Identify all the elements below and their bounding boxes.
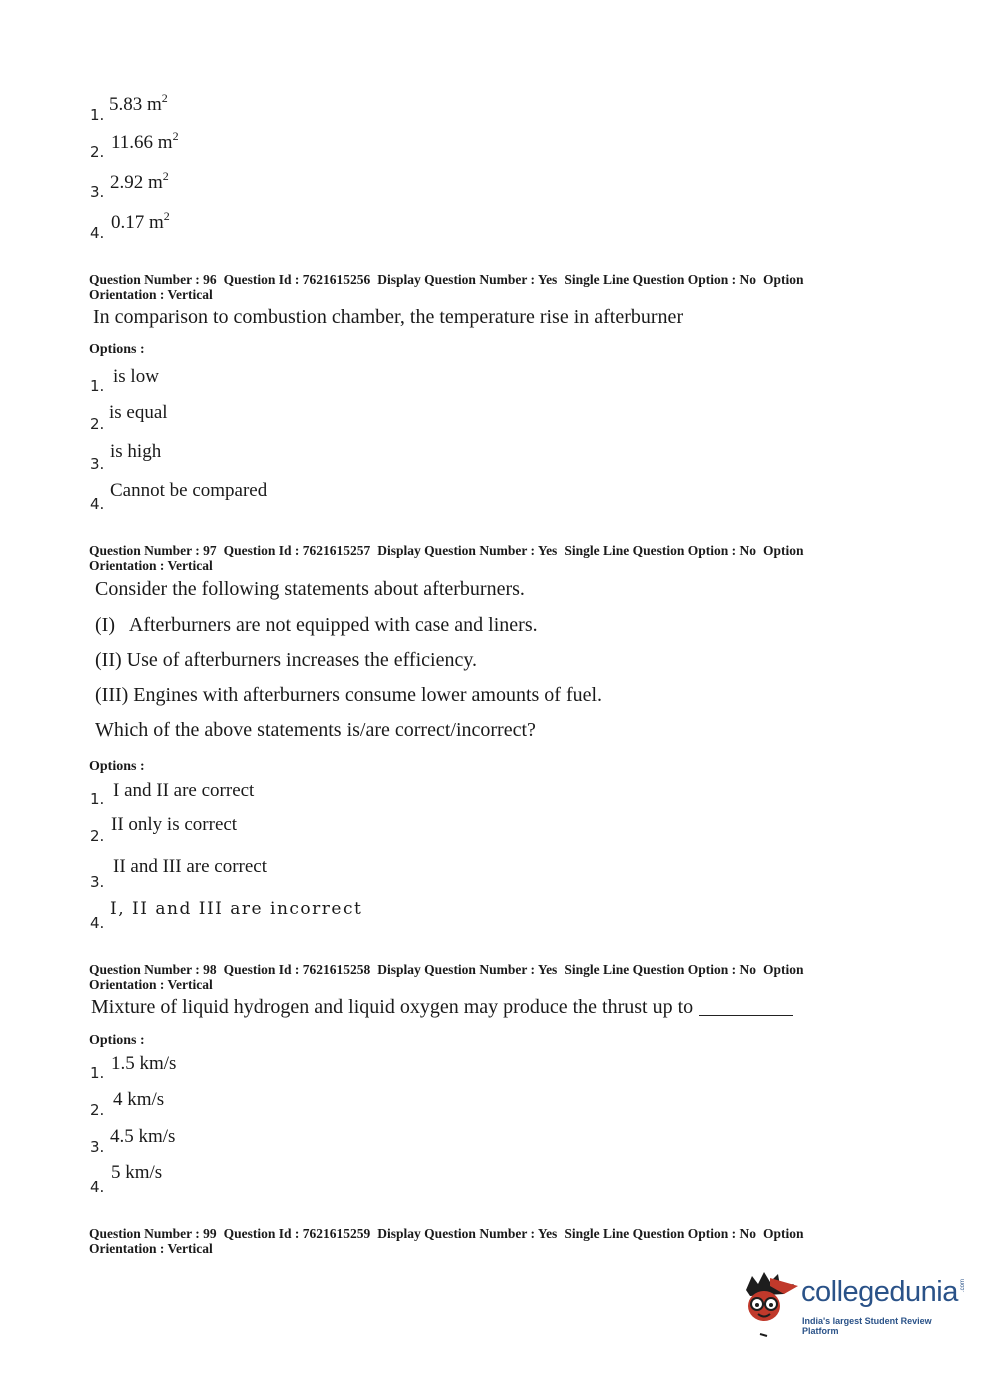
answer-blank — [699, 1015, 793, 1016]
option-number: 2. — [90, 143, 105, 161]
mascot-icon — [740, 1268, 800, 1340]
collegedunia-logo[interactable] — [740, 1268, 970, 1340]
statement-3: (III) Engines with afterburners consume lower amounts of fuel. — [95, 684, 603, 706]
option-text: is high — [110, 441, 162, 462]
option-number: 1. — [90, 377, 105, 395]
options-label: Options : — [89, 342, 145, 357]
brand-suffix: .com — [960, 1278, 966, 1292]
option-number: 1. — [90, 1064, 105, 1082]
option-number: 4. — [90, 914, 105, 932]
statement-2: (II) Use of afterburners increases the efficiency. — [95, 649, 478, 671]
option-number: 2. — [90, 1101, 105, 1119]
brand-tagline: India's largest Student Review Platform — [802, 1316, 932, 1336]
option-number: 3. — [90, 455, 105, 473]
option-text: is low — [113, 366, 159, 387]
question-text: Mixture of liquid hydrogen and liquid oxygen may produce the thrust up to — [91, 996, 793, 1019]
option-number: 2. — [90, 415, 105, 433]
option-text: is equal — [109, 402, 168, 423]
question-text: Which of the above statements is/are correct/incorrect? — [95, 719, 536, 741]
option-number: 3. — [90, 183, 105, 201]
question-meta: Question Number : 96 Question Id : 7621615256 Display Question Number : Yes Single Line Question Option : No Option Orientation : Vertical — [89, 272, 804, 302]
option-text: I, II and III are incorrect — [110, 899, 363, 919]
option-text: 4 km/s — [113, 1089, 165, 1110]
statement-1: (I) Afterburners are not equipped with case and liners. — [95, 614, 538, 636]
option-text: 5 km/s — [111, 1162, 163, 1183]
question-intro: Consider the following statements about afterburners. — [95, 578, 525, 600]
option-number: 4. — [90, 224, 105, 242]
option-number: 1. — [90, 790, 105, 808]
option-text: II only is correct — [111, 814, 238, 835]
option-text: Cannot be compared — [110, 480, 268, 501]
option-number: 1. — [90, 106, 105, 124]
question-meta: Question Number : 97 Question Id : 7621615257 Display Question Number : Yes Single Line Question Option : No Option Orientation : Vertical — [89, 543, 804, 573]
question-meta: Question Number : 98 Question Id : 7621615258 Display Question Number : Yes Single Line Question Option : No Option Orientation : Vertical — [89, 962, 804, 992]
option-number: 2. — [90, 827, 105, 845]
option-text: II and III are correct — [113, 856, 267, 877]
option-value: 2.92 $m^2$ — [110, 169, 169, 193]
option-value: 11.66 $m^2$ — [111, 129, 179, 153]
option-text: I and II are correct — [113, 780, 255, 801]
brand-name: collegedunia — [801, 1276, 958, 1308]
option-number: 4. — [90, 495, 105, 513]
option-value: 0.17 $m^2$ — [111, 209, 170, 233]
options-label: Options : — [89, 1033, 145, 1048]
option-number: 3. — [90, 1138, 105, 1156]
option-number: 3. — [90, 873, 105, 891]
option-value: 5.83 $m^2$ — [109, 91, 168, 115]
option-number: 4. — [90, 1178, 105, 1196]
options-label: Options : — [89, 759, 145, 774]
option-text: 1.5 km/s — [111, 1053, 177, 1074]
question-text: In comparison to combustion chamber, the temperature rise in afterburner — [93, 306, 684, 328]
question-meta: Question Number : 99 Question Id : 7621615259 Display Question Number : Yes Single Line Question Option : No Option Orientation : Vertical — [89, 1226, 804, 1256]
option-text: 4.5 km/s — [110, 1126, 176, 1147]
